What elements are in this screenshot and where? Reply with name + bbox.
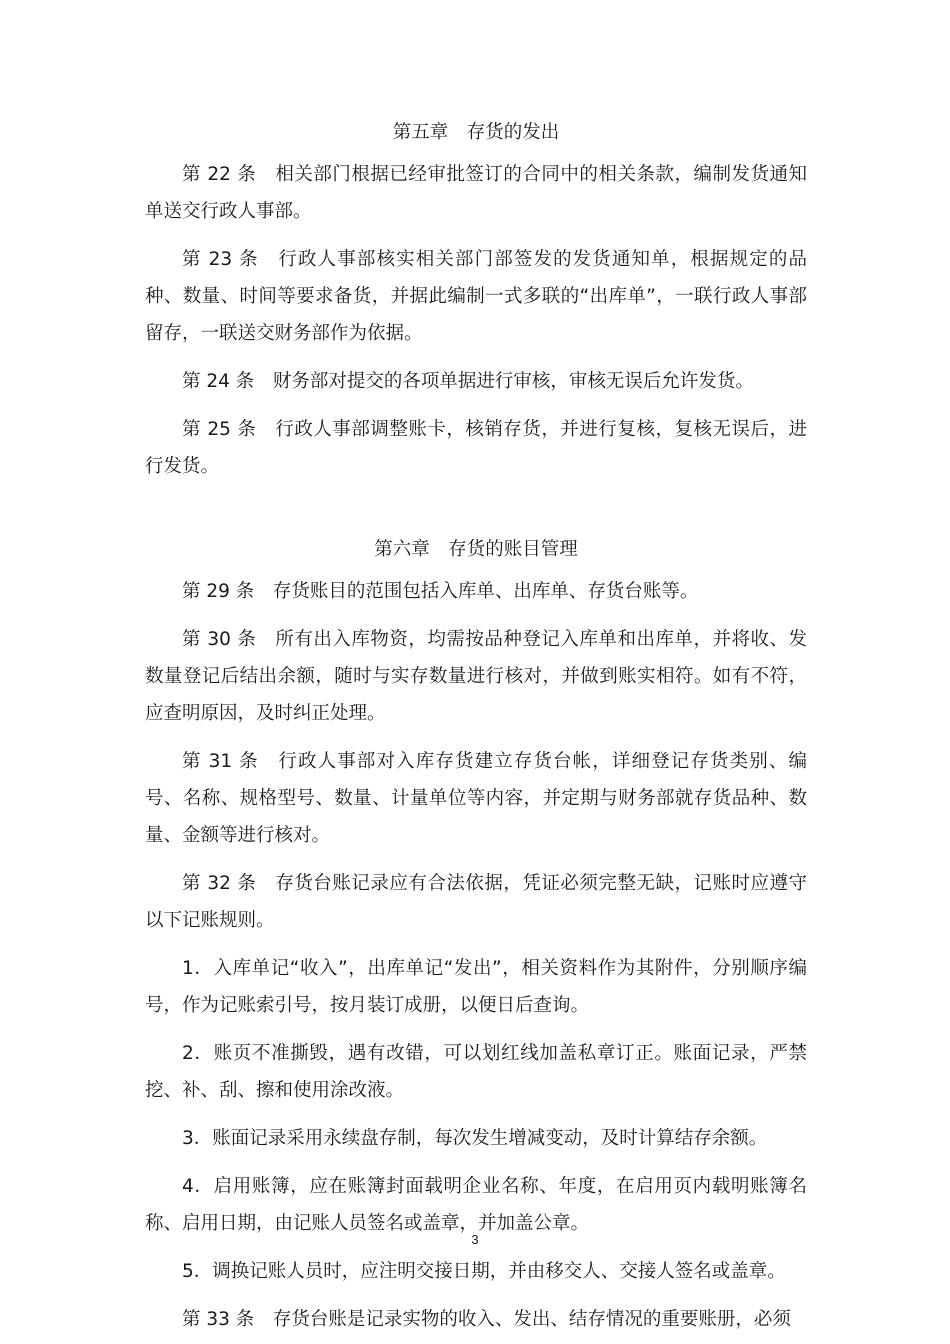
rule-text: 账页不准撕毁，遇有改错，可以划红线加盖私章订正。账面记录，严禁挖、补、刮、擦和使用涂改液。 [145, 1043, 807, 1101]
rule-number: 1． [182, 958, 214, 979]
rule-number: 4． [182, 1176, 214, 1197]
article-text: 行政人事部核实相关部门部签发的发货通知单，根据规定的品种、数量、时间等要求备货，并据此编制一式多联的“出库单”，一联行政人事部留存，一联送交财务部作为依据。 [145, 249, 807, 344]
article-text: 财务部对提交的各项单据进行审核，审核无误后允许发货。 [272, 371, 754, 392]
chapter-5-title: 第五章 存货的发出 [392, 122, 560, 143]
article-number: 第 31 条 [182, 751, 279, 772]
rule-number: 3． [182, 1128, 213, 1149]
article-29 [145, 573, 807, 610]
rule-number: 5． [182, 1261, 213, 1282]
article-22 [145, 156, 807, 230]
article-23 [145, 241, 807, 352]
article-number: 第 25 条 [182, 419, 276, 440]
article-number: 第 30 条 [182, 629, 276, 650]
article-25 [145, 411, 807, 485]
article-text: 存货账目的范围包括入库单、出库单、存货台账等。 [272, 581, 699, 602]
article-text: 所有出入库物资，均需按品种登记入库单和出库单，并将收、发数量登记后结出余额，随时与实存数量进行核对，并做到账实相符。如有不符，应查明原因，及时纠正处理。 [145, 629, 807, 724]
article-31 [145, 743, 807, 854]
rule-4 [145, 1168, 807, 1242]
rule-text: 启用账簿，应在账簿封面载明企业名称、年度，在启用页内载明账簿名称、启用日期，由记账人员签名或盖章，并加盖公章。 [145, 1176, 807, 1234]
rule-text: 入库单记“收入”，出库单记“发出”，相关资料作为其附件，分别顺序编号，作为记账索引号，按月装订成册，以便日后查询。 [145, 958, 807, 1016]
page-number: 3 [471, 1232, 479, 1247]
rule-3 [145, 1120, 807, 1157]
article-text: 存货台账记录应有合法依据，凭证必须完整无缺，记账时应遵守以下记账规则。 [145, 873, 807, 931]
chapter-6-title: 第六章 存货的账目管理 [374, 539, 578, 560]
article-number: 第 24 条 [182, 371, 273, 392]
article-30 [145, 621, 807, 732]
rule-2 [145, 1035, 807, 1109]
article-number: 第 29 条 [182, 581, 273, 602]
article-text: 存货台账是记录实物的收入、发出、结存情况的重要账册，必须 [272, 1309, 791, 1330]
article-33 [145, 1301, 807, 1338]
article-text: 相关部门根据已经审批签订的合同中的相关条款，编制发货通知单送交行政人事部。 [145, 164, 807, 222]
article-number: 第 23 条 [182, 249, 279, 270]
article-number: 第 33 条 [182, 1309, 273, 1330]
rule-number: 2． [182, 1043, 214, 1064]
article-number: 第 32 条 [182, 873, 276, 894]
rule-text: 调换记账人员时，应注明交接日期，并由移交人、交接人签名或盖章。 [212, 1261, 786, 1282]
rule-1 [145, 950, 807, 1024]
rule-text: 账面记录采用永续盘存制，每次发生增减变动，及时计算结存余额。 [212, 1128, 768, 1149]
article-text: 行政人事部对入库存货建立存货台帐，详细登记存货类别、编号、名称、规格型号、数量、计量单位等内容，并定期与财务部就存货品种、数量、金额等进行核对。 [145, 751, 807, 846]
article-number: 第 22 条 [182, 164, 276, 185]
article-text: 行政人事部调整账卡，核销存货，并进行复核，复核无误后，进行发货。 [145, 419, 807, 477]
rule-5 [145, 1253, 807, 1290]
article-32 [145, 865, 807, 939]
article-24 [145, 363, 807, 400]
